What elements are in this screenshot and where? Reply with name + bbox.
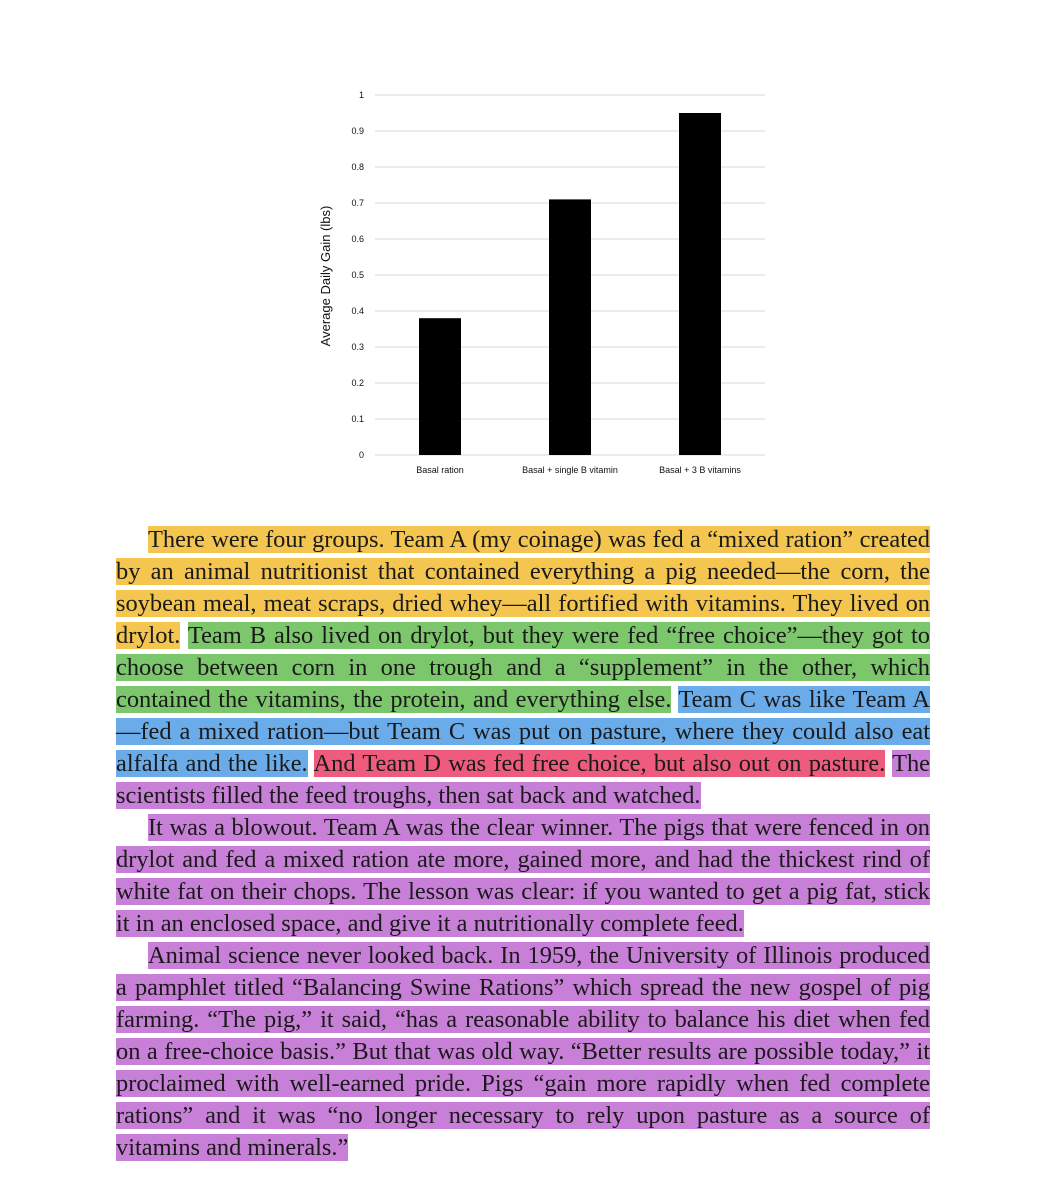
y-tick-label: 0: [358, 450, 364, 460]
x-category-label: Basal + single B vitamin: [522, 465, 618, 475]
paragraph-3: [116, 940, 930, 1164]
x-category-label: Basal ration: [416, 465, 464, 475]
chart-bars: [419, 113, 721, 455]
highlight-team-d: And Team D was fed free choice, but also out on pasture.: [313, 750, 886, 777]
highlight-team-b: Team B also lived on drylot, but they were fed “free choice”—they got to choose between corn in one trough and a “supplement” in the other, which contained the vitamins, the protein, and everything else.: [116, 622, 930, 713]
paragraph-1: [116, 524, 930, 812]
y-tick-label: 0.3: [351, 342, 364, 352]
paragraph-2: [116, 812, 930, 940]
y-tick-label: 0.7: [351, 198, 364, 208]
article-text: [116, 524, 930, 1164]
y-tick-label: 0.1: [351, 414, 364, 424]
y-tick-label: 0.4: [351, 306, 364, 316]
highlight-team-c: Team C was like Team A—fed a mixed ration—but Team C was put on pasture, where they could also eat alfalfa and the like.: [116, 686, 930, 777]
highlight-summary: The scientists filled the feed troughs, then sat back and watched.: [116, 750, 930, 809]
y-tick-label: 0.5: [351, 270, 364, 280]
bar: [419, 318, 461, 455]
y-tick-label: 0.9: [351, 126, 364, 136]
y-axis-ticks: [351, 90, 364, 460]
x-axis-categories: [416, 465, 741, 475]
y-tick-label: 0.2: [351, 378, 364, 388]
x-category-label: Basal + 3 B vitamins: [659, 465, 741, 475]
y-tick-label: 0.6: [351, 234, 364, 244]
highlight-results: It was a blowout. Team A was the clear winner. The pigs that were fenced in on drylot and fed a mixed ration ate more, gained more, and had the thickest rind of white fat on their chops. The lesson was clear: if you wanted to get a pig fat, stick it in an enclosed space, and give it a nutritionally complete feed.: [116, 814, 930, 937]
y-tick-label: 0.8: [351, 162, 364, 172]
bar: [549, 199, 591, 455]
bar: [679, 113, 721, 455]
bar-chart: [300, 80, 780, 490]
y-axis-title: Average Daily Gain (lbs): [318, 205, 333, 347]
highlight-history: Animal science never looked back. In 1959, the University of Illinois produced a pamphlet titled “Balancing Swine Rations” which spread the new gospel of pig farming. “The pig,” it said, “has a reasonable ability to balance his diet when fed on a free-choice basis.” But that was old way. “Better results are possible today,” it proclaimed with well-earned pride. Pigs “gain more rapidly when fed complete rations” and it was “no longer necessary to rely upon pasture as a source of vitamins and minerals.”: [116, 942, 930, 1161]
y-tick-label: 1: [358, 90, 364, 100]
highlight-team-a: There were four groups. Team A (my coinage) was fed a “mixed ration” created by an animal nutritionist that contained everything a pig needed—the corn, the soybean meal, meat scraps, dried whey—all fortified with vitamins. They lived on drylot.: [116, 526, 930, 649]
